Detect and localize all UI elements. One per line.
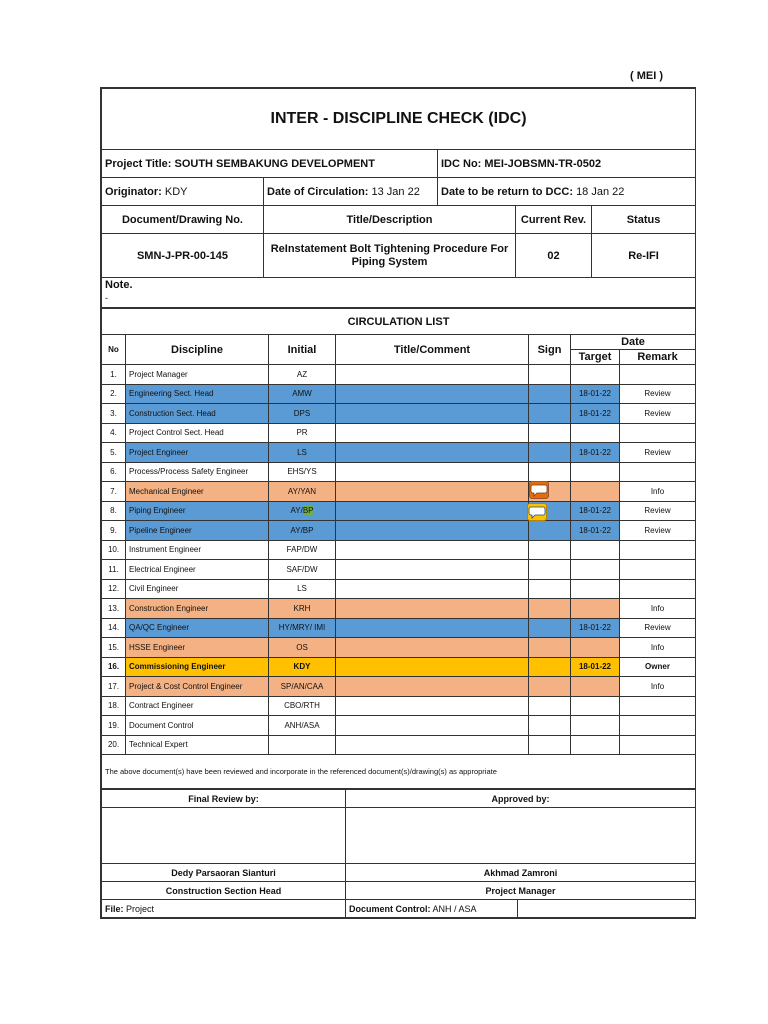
row-comment [336, 521, 529, 541]
row-discipline: Document Control [126, 716, 269, 736]
row-remark: Owner [620, 657, 696, 677]
row-comment [336, 579, 529, 599]
row-remark [620, 365, 696, 385]
circulation-heading: CIRCULATION LIST [102, 309, 696, 335]
approver-title: Project Manager [346, 882, 696, 900]
row-no: 7. [102, 482, 126, 502]
row-initial: FAP/DW [269, 540, 336, 560]
row-sign [529, 716, 571, 736]
row-discipline: Commissioning Engineer [126, 657, 269, 677]
row-sign [529, 443, 571, 463]
row-target [571, 735, 620, 755]
row-discipline: Project Manager [126, 365, 269, 385]
row-remark: Review [620, 443, 696, 463]
row-sign [529, 677, 571, 697]
row-comment [336, 657, 529, 677]
row-remark [620, 735, 696, 755]
row-discipline: Technical Expert [126, 735, 269, 755]
row-no: 17. [102, 677, 126, 697]
originator-value: KDY [164, 185, 188, 198]
row-comment [336, 618, 529, 638]
row-target: 18-01-22 [571, 501, 620, 521]
rev-value: 02 [516, 234, 592, 278]
row-remark [620, 579, 696, 599]
table-row [102, 423, 696, 443]
row-remark: Info [620, 677, 696, 697]
row-remark [620, 540, 696, 560]
idc-form [100, 87, 696, 919]
row-no: 15. [102, 638, 126, 658]
row-target [571, 540, 620, 560]
row-discipline: Construction Sect. Head [126, 404, 269, 424]
doc-control-value: ANH / ASA [432, 903, 477, 914]
row-target: 18-01-22 [571, 443, 620, 463]
row-comment [336, 462, 529, 482]
row-initial: LS [269, 579, 336, 599]
idc-label: IDC No: [441, 157, 482, 170]
row-initial: AY/BP [269, 521, 336, 541]
row-remark [620, 716, 696, 736]
circulation-value: 13 Jan 22 [371, 185, 420, 198]
row-initial: PR [269, 423, 336, 443]
company-code: ( MEI ) [630, 70, 663, 82]
table-row [102, 560, 696, 580]
title-header: Title/Description [264, 206, 516, 234]
row-sign [529, 599, 571, 619]
row-initial: AY/YAN [269, 482, 336, 502]
row-sign [529, 735, 571, 755]
note-cell [102, 278, 696, 308]
return-value: 18 Jan 22 [576, 185, 625, 198]
approver-name: Akhmad Zamroni [346, 864, 696, 882]
row-sign [529, 423, 571, 443]
table-row [102, 521, 696, 541]
row-no: 1. [102, 365, 126, 385]
col-comment-header: Title/Comment [336, 335, 529, 365]
row-no: 13. [102, 599, 126, 619]
header-table [101, 88, 696, 308]
row-initial: SAF/DW [269, 560, 336, 580]
row-remark: Review [620, 384, 696, 404]
footer-empty-cell [518, 900, 696, 918]
project-title-label: Project Title: [105, 157, 172, 170]
row-no: 9. [102, 521, 126, 541]
row-initial: AMW [269, 384, 336, 404]
row-initial: ANH/ASA [269, 716, 336, 736]
project-title-value: SOUTH SEMBAKUNG DEVELOPMENT [174, 157, 375, 170]
row-discipline: Electrical Engineer [126, 560, 269, 580]
note-label: Note. [105, 279, 133, 291]
row-initial: LS [269, 443, 336, 463]
row-initial: KDY [269, 657, 336, 677]
row-initial: HY/MRY/ IMI [269, 618, 336, 638]
table-row [102, 638, 696, 658]
row-remark [620, 423, 696, 443]
table-row [102, 443, 696, 463]
row-no: 3. [102, 404, 126, 424]
row-target [571, 482, 620, 502]
row-no: 18. [102, 696, 126, 716]
row-comment [336, 501, 529, 521]
col-target-header: Target [571, 350, 620, 365]
row-no: 16. [102, 657, 126, 677]
doc-control-cell [346, 900, 518, 918]
row-target: 18-01-22 [571, 618, 620, 638]
row-target [571, 716, 620, 736]
circulation-date-cell [264, 178, 438, 206]
row-comment [336, 384, 529, 404]
circulation-label: Date of Circulation: [267, 185, 369, 198]
row-initial [269, 735, 336, 755]
signoff-table [101, 789, 696, 918]
final-review-label: Final Review by: [102, 790, 346, 808]
col-no-header: No [102, 335, 126, 365]
row-remark: Review [620, 618, 696, 638]
return-label: Date to be return to DCC: [441, 185, 573, 198]
row-no: 6. [102, 462, 126, 482]
table-row [102, 657, 696, 677]
rev-header: Current Rev. [516, 206, 592, 234]
row-no: 4. [102, 423, 126, 443]
row-sign [529, 462, 571, 482]
row-sign [529, 579, 571, 599]
row-discipline: Construction Engineer [126, 599, 269, 619]
originator-label: Originator: [105, 185, 162, 198]
row-sign [529, 696, 571, 716]
comment-icon[interactable] [529, 481, 549, 499]
row-discipline: Piping Engineer [126, 501, 269, 521]
table-row [102, 540, 696, 560]
row-comment [336, 638, 529, 658]
row-target [571, 423, 620, 443]
row-no: 8. [102, 501, 126, 521]
row-discipline: Pipeline Engineer [126, 521, 269, 541]
table-row [102, 735, 696, 755]
row-sign [529, 618, 571, 638]
row-discipline: Civil Engineer [126, 579, 269, 599]
row-discipline: Project Engineer [126, 443, 269, 463]
comment-icon[interactable] [527, 503, 547, 521]
doc-no-value: SMN-J-PR-00-145 [102, 234, 264, 278]
row-target: 18-01-22 [571, 657, 620, 677]
row-discipline: Instrument Engineer [126, 540, 269, 560]
reviewer-name: Dedy Parsaoran Sianturi [102, 864, 346, 882]
review-statement: The above document(s) have been reviewed and incorporate in the referenced document(s)/drawing(s) as appropriate [102, 755, 696, 789]
table-row [102, 404, 696, 424]
row-comment [336, 716, 529, 736]
row-initial: DPS [269, 404, 336, 424]
col-sign-header: Sign [529, 335, 571, 365]
return-date-cell [438, 178, 696, 206]
doc-title-value: ReInstatement Bolt Tightening Procedure For Piping System [264, 234, 516, 278]
status-value: Re-IFI [592, 234, 696, 278]
row-discipline: HSSE Engineer [126, 638, 269, 658]
row-no: 5. [102, 443, 126, 463]
row-target: 18-01-22 [571, 521, 620, 541]
idc-value: MEI-JOBSMN-TR-0502 [484, 157, 602, 170]
row-remark [620, 560, 696, 580]
row-sign [529, 657, 571, 677]
doc-no-header: Document/Drawing No. [102, 206, 264, 234]
row-initial: KRH [269, 599, 336, 619]
row-remark: Info [620, 638, 696, 658]
row-discipline: Process/Process Safety Engineer [126, 462, 269, 482]
table-row [102, 462, 696, 482]
row-sign [529, 638, 571, 658]
reviewer-title: Construction Section Head [102, 882, 346, 900]
col-discipline-header: Discipline [126, 335, 269, 365]
row-comment [336, 404, 529, 424]
form-title: INTER - DISCIPLINE CHECK (IDC) [102, 89, 696, 150]
row-target [571, 638, 620, 658]
originator-cell [102, 178, 264, 206]
row-initial: EHS/YS [269, 462, 336, 482]
table-row [102, 677, 696, 697]
row-target [571, 696, 620, 716]
row-comment [336, 443, 529, 463]
col-initial-header: Initial [269, 335, 336, 365]
row-sign [529, 404, 571, 424]
row-target [571, 462, 620, 482]
row-target: 18-01-22 [571, 404, 620, 424]
row-discipline: Project & Cost Control Engineer [126, 677, 269, 697]
row-no: 2. [102, 384, 126, 404]
row-remark: Review [620, 501, 696, 521]
row-comment [336, 540, 529, 560]
approved-label: Approved by: [346, 790, 696, 808]
row-initial-part: AY/ [290, 506, 303, 516]
row-target [571, 579, 620, 599]
row-comment [336, 677, 529, 697]
row-no: 11. [102, 560, 126, 580]
table-row [102, 696, 696, 716]
row-sign [529, 521, 571, 541]
row-initial: CBO/RTH [269, 696, 336, 716]
reviewer-signature-box [102, 808, 346, 864]
row-initial [269, 501, 336, 521]
project-title-cell [102, 150, 438, 178]
row-comment [336, 365, 529, 385]
approver-signature-box [346, 808, 696, 864]
row-sign [529, 365, 571, 385]
note-value: - [105, 293, 108, 303]
status-header: Status [592, 206, 696, 234]
circulation-table [101, 308, 696, 789]
row-sign [529, 384, 571, 404]
row-initial: SP/AN/CAA [269, 677, 336, 697]
row-initial: AZ [269, 365, 336, 385]
row-discipline: Engineering Sect. Head [126, 384, 269, 404]
row-initial-highlight: BP [302, 506, 314, 516]
table-row [102, 482, 696, 502]
idc-number-cell [438, 150, 696, 178]
row-target [571, 365, 620, 385]
row-no: 12. [102, 579, 126, 599]
row-remark [620, 462, 696, 482]
row-no: 10. [102, 540, 126, 560]
row-comment [336, 560, 529, 580]
row-comment [336, 696, 529, 716]
table-row [102, 501, 696, 521]
row-target [571, 599, 620, 619]
file-label: File: [105, 903, 124, 914]
row-discipline: Contract Engineer [126, 696, 269, 716]
table-row [102, 579, 696, 599]
file-value: Project [126, 903, 155, 914]
row-comment [336, 599, 529, 619]
row-comment [336, 482, 529, 502]
table-row [102, 365, 696, 385]
row-target [571, 677, 620, 697]
table-row [102, 384, 696, 404]
row-sign [529, 560, 571, 580]
row-discipline: Mechanical Engineer [126, 482, 269, 502]
row-comment [336, 735, 529, 755]
col-date-header: Date [571, 335, 696, 350]
row-initial: OS [269, 638, 336, 658]
row-discipline: QA/QC Engineer [126, 618, 269, 638]
table-row [102, 618, 696, 638]
row-remark: Info [620, 599, 696, 619]
row-remark [620, 696, 696, 716]
row-remark: Info [620, 482, 696, 502]
row-target [571, 560, 620, 580]
row-remark: Review [620, 521, 696, 541]
row-no: 19. [102, 716, 126, 736]
row-target: 18-01-22 [571, 384, 620, 404]
row-no: 14. [102, 618, 126, 638]
table-row [102, 599, 696, 619]
row-no: 20. [102, 735, 126, 755]
table-row [102, 716, 696, 736]
row-sign [529, 540, 571, 560]
file-cell [102, 900, 346, 918]
row-comment [336, 423, 529, 443]
row-remark: Review [620, 404, 696, 424]
col-remark-header: Remark [620, 350, 696, 365]
doc-control-label: Document Control: [349, 903, 431, 914]
row-discipline: Project Control Sect. Head [126, 423, 269, 443]
